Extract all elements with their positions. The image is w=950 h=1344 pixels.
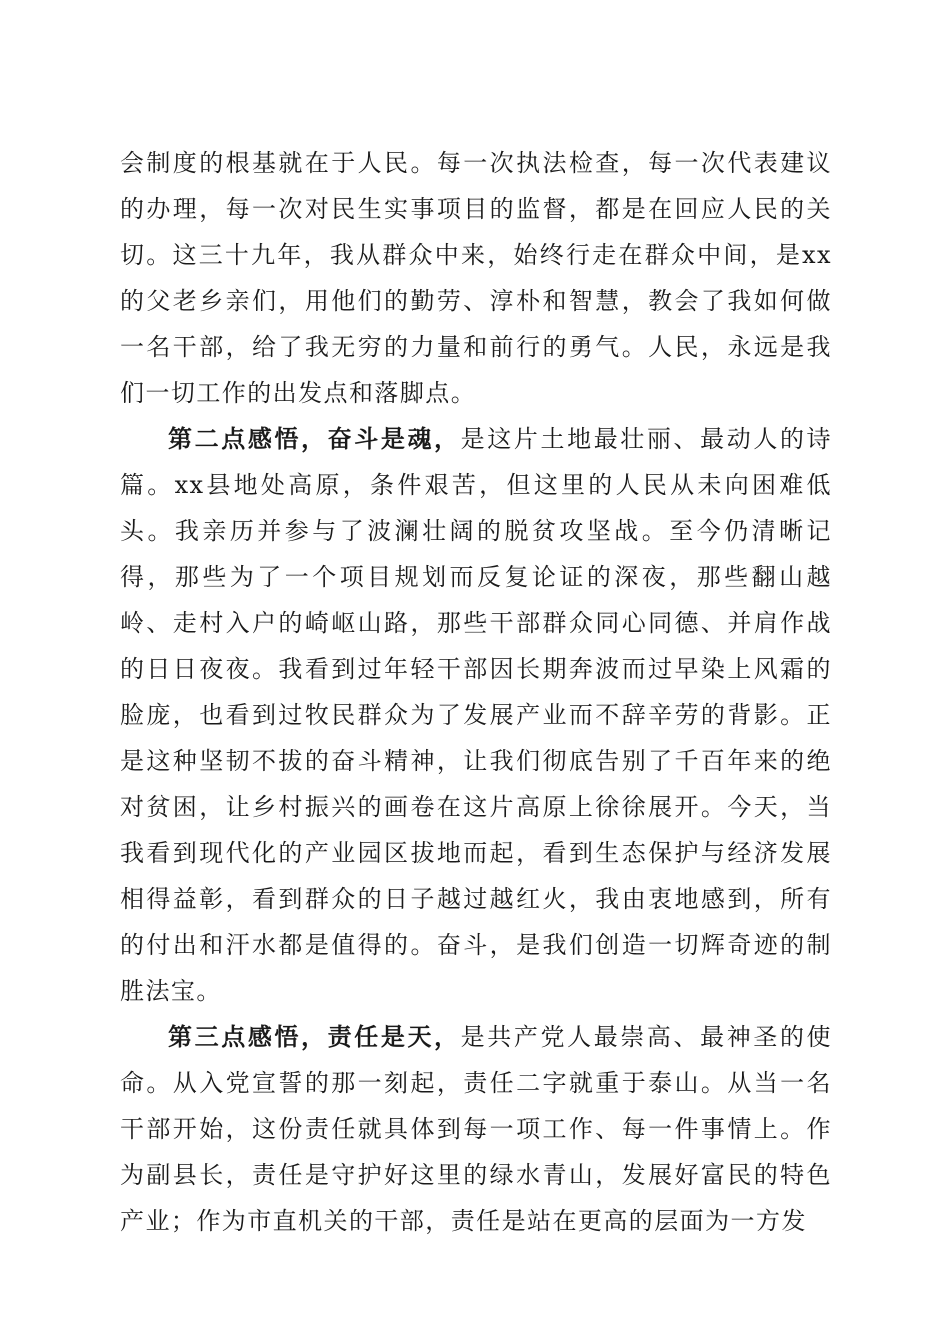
paragraph-lead: 第三点感悟，责任是天， [168, 1022, 461, 1051]
paragraph-second-insight [120, 416, 832, 1014]
paragraph-text: 是这片土地最壮丽、最动人的诗篇。xx县地处高原，条件艰苦，但这里的人民从未向困难低头。我亲历并参与了波澜壮阔的脱贫攻坚战。至今仍清晰记得，那些为了一个项目规划而反复论证的深夜，那些翻山越岭、走村入户的崎岖山路，那些干部群众同心同德、并肩作战的日日夜夜。我看到过年轻干部因长期奔波而过早染上风霜的脸庞，也看到过牧民群众为了发展产业而不辞辛劳的背影。正是这种坚韧不拔的奋斗精神，让我们彻底告别了千百年来的绝对贫困，让乡村振兴的画卷在这片高原上徐徐展开。今天，当我看到现代化的产业园区拔地而起，看到生态保护与经济发展相得益彰，看到群众的日子越过越红火，我由衷地感到，所有的付出和汗水都是值得的。奋斗，是我们创造一切辉奇迹的制胜法宝。 [120, 425, 832, 1005]
document-body [120, 140, 832, 1244]
paragraph-text: 是共产党人最崇高、最神圣的使命。从入党宣誓的那一刻起，责任二字就重于泰山。从当一名干部开始，这份责任就具体到每一项工作、每一件事情上。作为副县长，责任是守护好这里的绿水青山，发展好富民的特色产业；作为市直机关的干部，责任是站在更高的层面为一方发 [120, 1023, 832, 1235]
paragraph-lead: 第二点感悟，奋斗是魂， [168, 424, 461, 453]
paragraph-third-insight [120, 1014, 832, 1244]
paragraph-continued [120, 140, 832, 416]
paragraph-text: 会制度的根基就在于人民。每一次执法检查，每一次代表建议的办理，每一次对民生实事项目的监督，都是在回应人民的关切。这三十九年，我从群众中来，始终行走在群众中间，是xx的父老乡亲们，用他们的勤劳、淳朴和智慧，教会了我如何做一名干部，给了我无穷的力量和前行的勇气。人民，永远是我们一切工作的出发点和落脚点。 [120, 149, 832, 407]
